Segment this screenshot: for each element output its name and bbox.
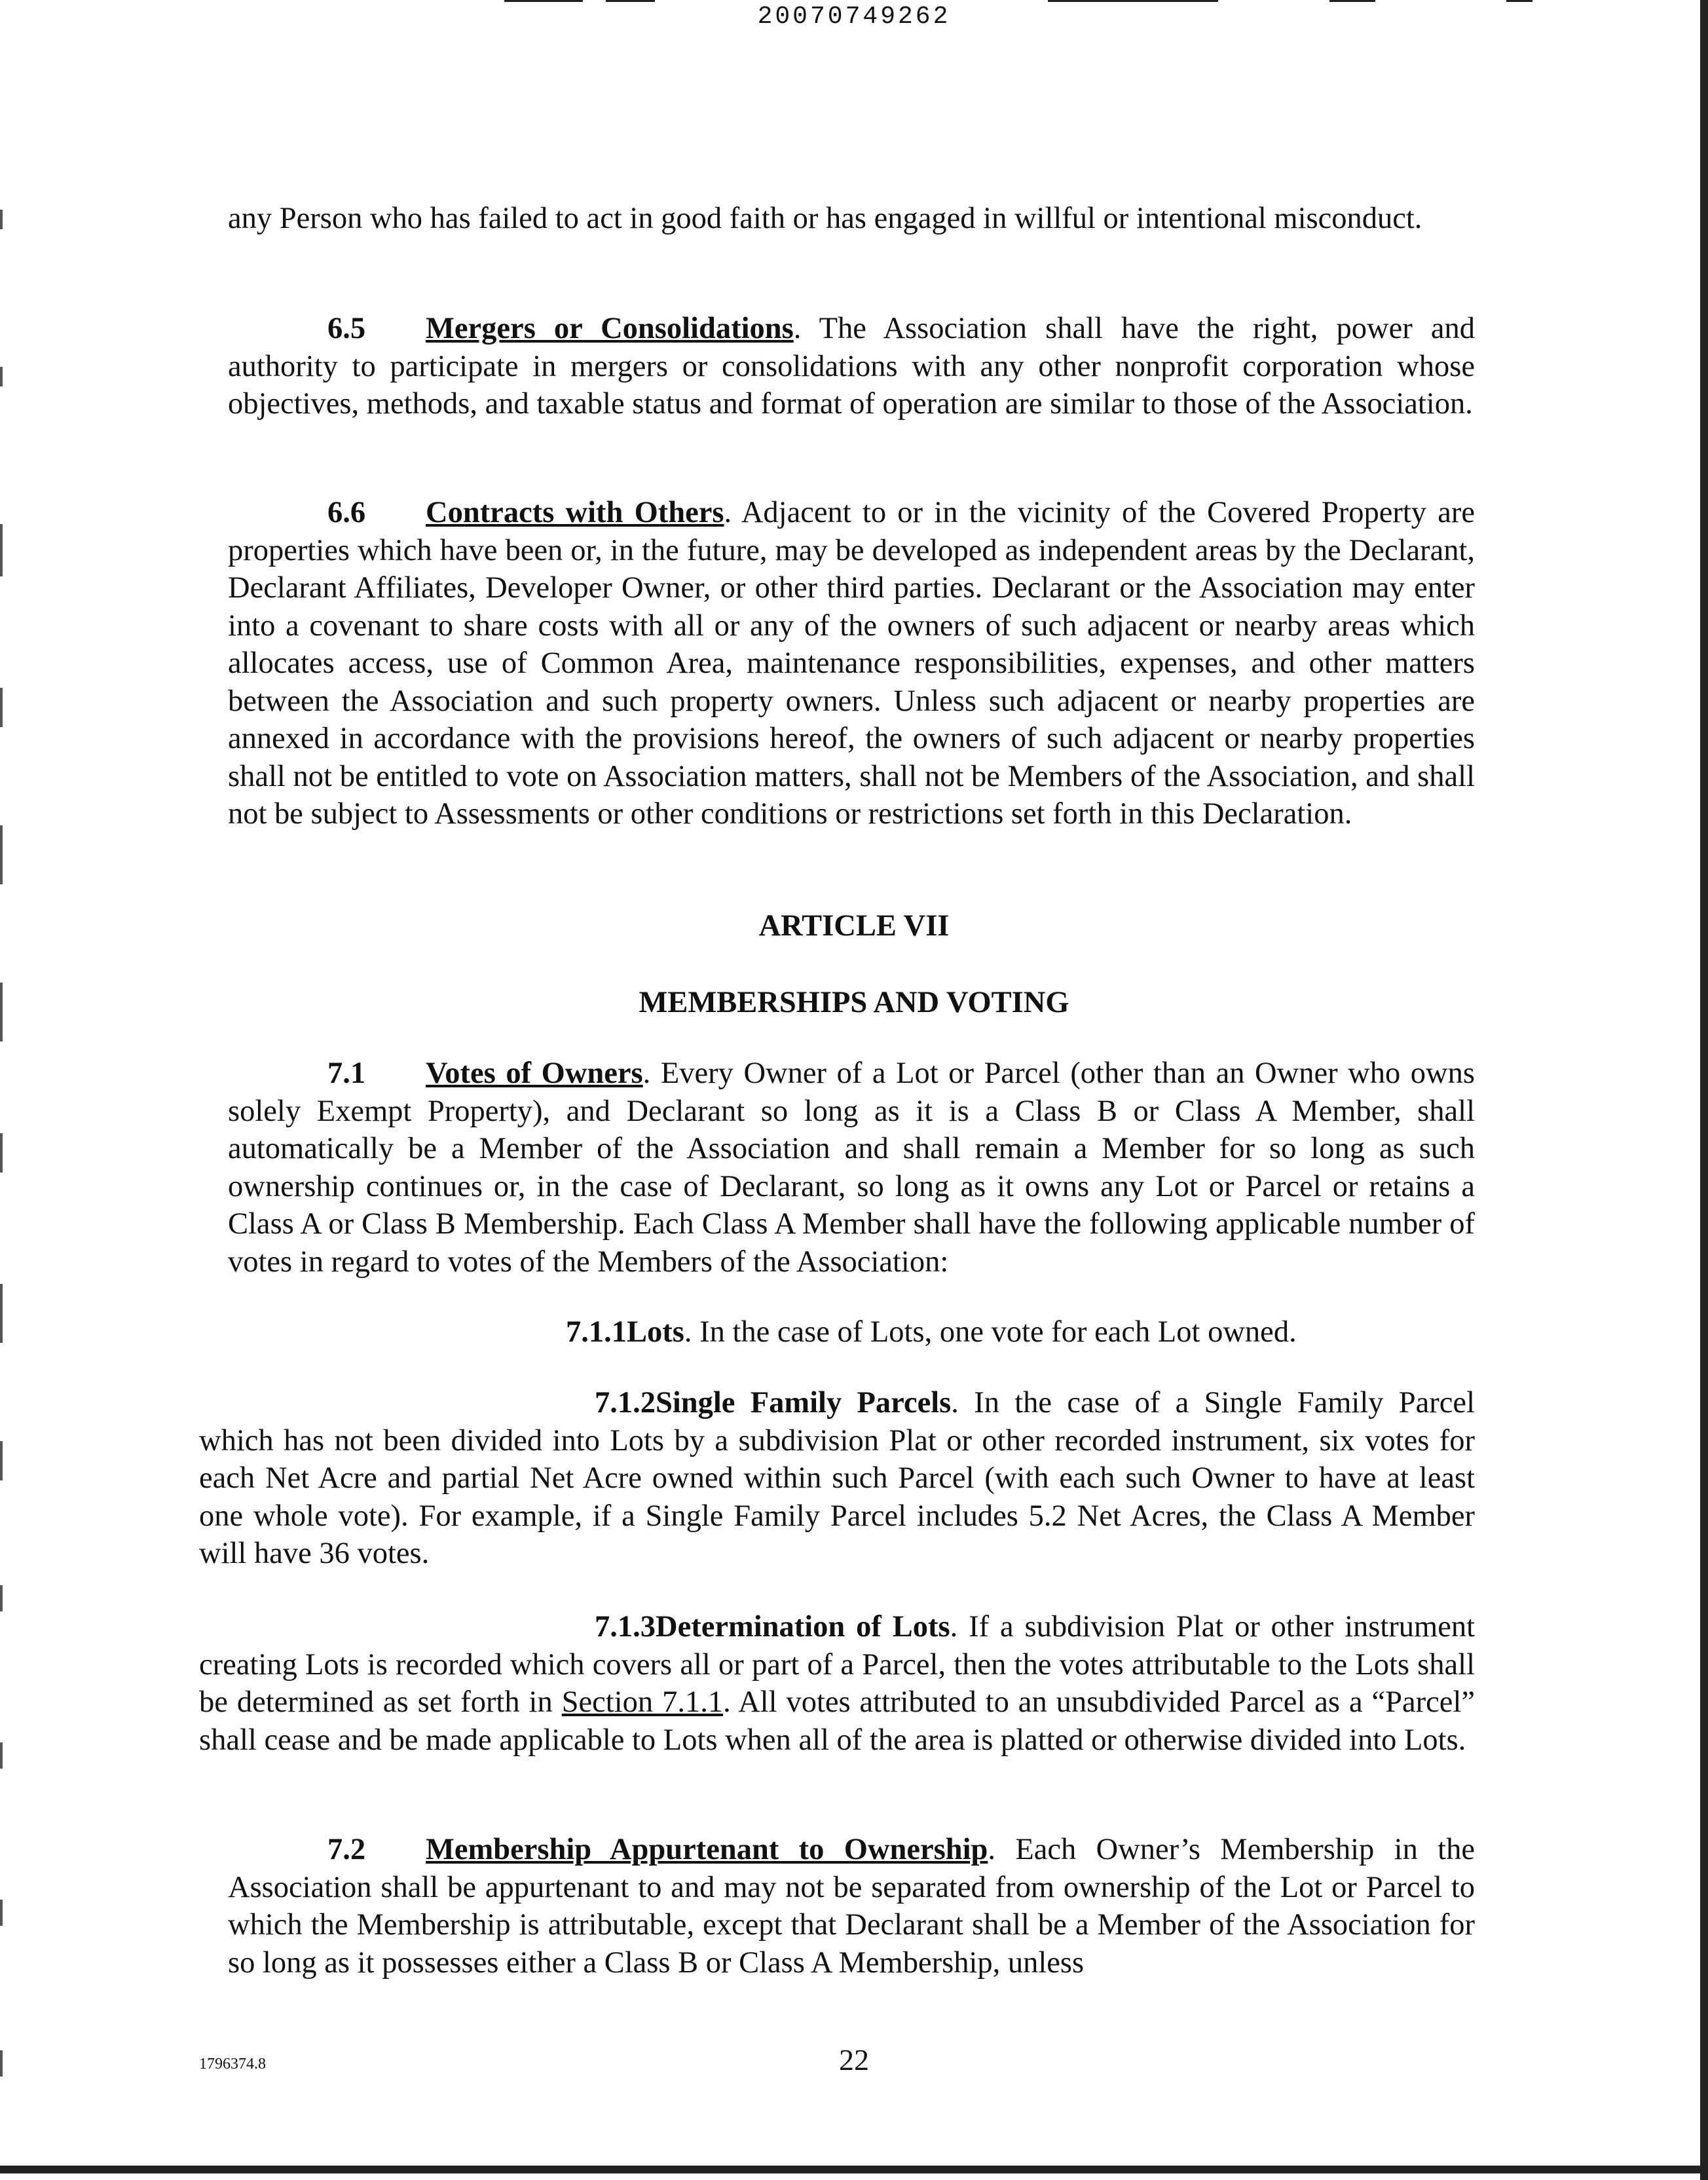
section-number: 6.5 bbox=[327, 312, 366, 345]
section-7-1-1 bbox=[228, 1313, 1475, 1351]
margin-tick bbox=[0, 367, 3, 386]
section-number: 6.6 bbox=[327, 496, 366, 529]
section-6-5 bbox=[228, 310, 1475, 423]
section-number: 7.1.1 bbox=[566, 1315, 627, 1349]
section-6-6 bbox=[228, 494, 1475, 833]
section-text: . The Association shall have the right, power and authority to participate in mergers or consolidations with any other nonprofit corporation whose objectives, methods, and taxable status and format of operation are similar to those of the Association. bbox=[228, 312, 1475, 421]
section-7-2 bbox=[228, 1831, 1475, 1982]
section-cross-reference: Section 7.1.1 bbox=[561, 1685, 724, 1719]
article-number: ARTICLE VII bbox=[758, 909, 950, 943]
margin-tick bbox=[0, 1585, 3, 1611]
margin-tick bbox=[0, 210, 3, 229]
section-7-1-3 bbox=[199, 1608, 1475, 1759]
section-number: 7.1 bbox=[327, 1057, 366, 1090]
section-number: 7.1.3 bbox=[595, 1610, 656, 1644]
section-text: . Every Owner of a Lot or Parcel (other than an Owner who owns solely Exempt Property), and Declarant so long as it is a Class B or Class A Member, shall automatically be a Member of the Association and shall remain a Member for so long as such ownership continues or, in the case of Declarant, so long as it owns any Lot or Parcel or retains a Class A or Class B Membership. Each Class A Member shall have the following applicable number of votes in regard to votes of the Members of the Association: bbox=[228, 1057, 1475, 1279]
section-text: . In the case of a Single Family Parcel which has not been divided into Lots by a subdivision Plat or other recorded instrument, six votes for each Net Acre and partial Net Acre owned within such Parcel (with each such Owner to have at least one whole vote). For example, if a Single Family Parcel includes 5.2 Net Acres, the Class A Member will have 36 votes. bbox=[199, 1386, 1475, 1570]
continuation-paragraph bbox=[228, 200, 1475, 238]
scan-edge-right bbox=[1700, 0, 1708, 2180]
section-title: Mergers or Consolidations bbox=[426, 312, 794, 345]
footer-document-id: 1796374.8 bbox=[199, 2056, 266, 2073]
margin-tick bbox=[0, 1742, 3, 1769]
section-title: Single Family Parcels bbox=[656, 1386, 952, 1419]
section-number: 7.1.2 bbox=[595, 1386, 656, 1419]
section-title: Votes of Owners bbox=[426, 1057, 643, 1090]
document-number: 20070749262 bbox=[757, 3, 951, 31]
section-text: . Adjacent to or in the vicinity of the Covered Property are properties which have been or, in the future, may be developed as independent areas by the Declarant, Declarant Affiliates, Developer Owner, or other third parties. Declarant or the Association may enter into a covenant to share costs with all or any of the owners of such adjacent or nearby areas which allocates access, use of Common Area, maintenance responsibilities, expenses, and other matters between the Association and such property owners. Unless such adjacent or nearby properties are annexed in accordance with the provisions hereof, the owners of such adjacent or nearby properties shall not be entitled to vote on Association matters, shall not be Members of the Association, and shall not be subject to Assessments or other conditions or restrictions set forth in this Declaration. bbox=[228, 496, 1475, 831]
continuation-text: any Person who has failed to act in good faith or has engaged in willful or intentional misconduct. bbox=[228, 202, 1422, 235]
article-title: MEMBERSHIPS AND VOTING bbox=[639, 986, 1069, 1019]
margin-tick bbox=[0, 1133, 3, 1173]
margin-tick bbox=[0, 1900, 3, 1926]
section-title: Determination of Lots bbox=[656, 1610, 950, 1644]
footer-page-number: 22 bbox=[839, 2043, 869, 2077]
scan-mark-top-4 bbox=[1329, 0, 1375, 2]
section-title: Lots bbox=[627, 1315, 684, 1349]
margin-tick bbox=[0, 825, 3, 884]
section-title: Membership Appurtenant to Ownership bbox=[426, 1833, 988, 1866]
scan-mark-top-2 bbox=[606, 0, 655, 2]
margin-tick bbox=[0, 1441, 3, 1480]
margin-tick bbox=[0, 524, 3, 576]
section-title: Contracts with Others bbox=[426, 496, 724, 529]
scan-edge-bottom bbox=[0, 2166, 1708, 2173]
section-text: . If a subdivision Plat or other instrument creating Lots is recorded which covers all or part of a Parcel, then the votes attributable to the Lots shall be determined as set forth in bbox=[199, 1610, 1476, 1719]
section-text: . All votes attributed to an unsubdivided Parcel as a “Parcel” shall cease and be made applicable to Lots when all of the area is platted or otherwise divided into Lots. bbox=[199, 1685, 1476, 1757]
section-7-1-2 bbox=[199, 1384, 1475, 1573]
section-7-1 bbox=[228, 1055, 1475, 1281]
section-number: 7.2 bbox=[327, 1833, 366, 1866]
margin-tick bbox=[0, 688, 3, 727]
scan-mark-top-5 bbox=[1506, 0, 1532, 2]
margin-tick bbox=[0, 1284, 3, 1343]
scan-mark-top-1 bbox=[504, 0, 583, 2]
section-text: . In the case of Lots, one vote for each Lot owned. bbox=[684, 1315, 1297, 1349]
section-text: . Each Owner’s Membership in the Association shall be appurtenant to and may not be separated from ownership of the Lot or Parcel to which the Membership is attributable, except that Declarant shall be a Member of the Association for so long as it possesses either a Class B or Class A Membership, unless bbox=[228, 1833, 1475, 1980]
scan-mark-top-3 bbox=[1048, 0, 1218, 2]
